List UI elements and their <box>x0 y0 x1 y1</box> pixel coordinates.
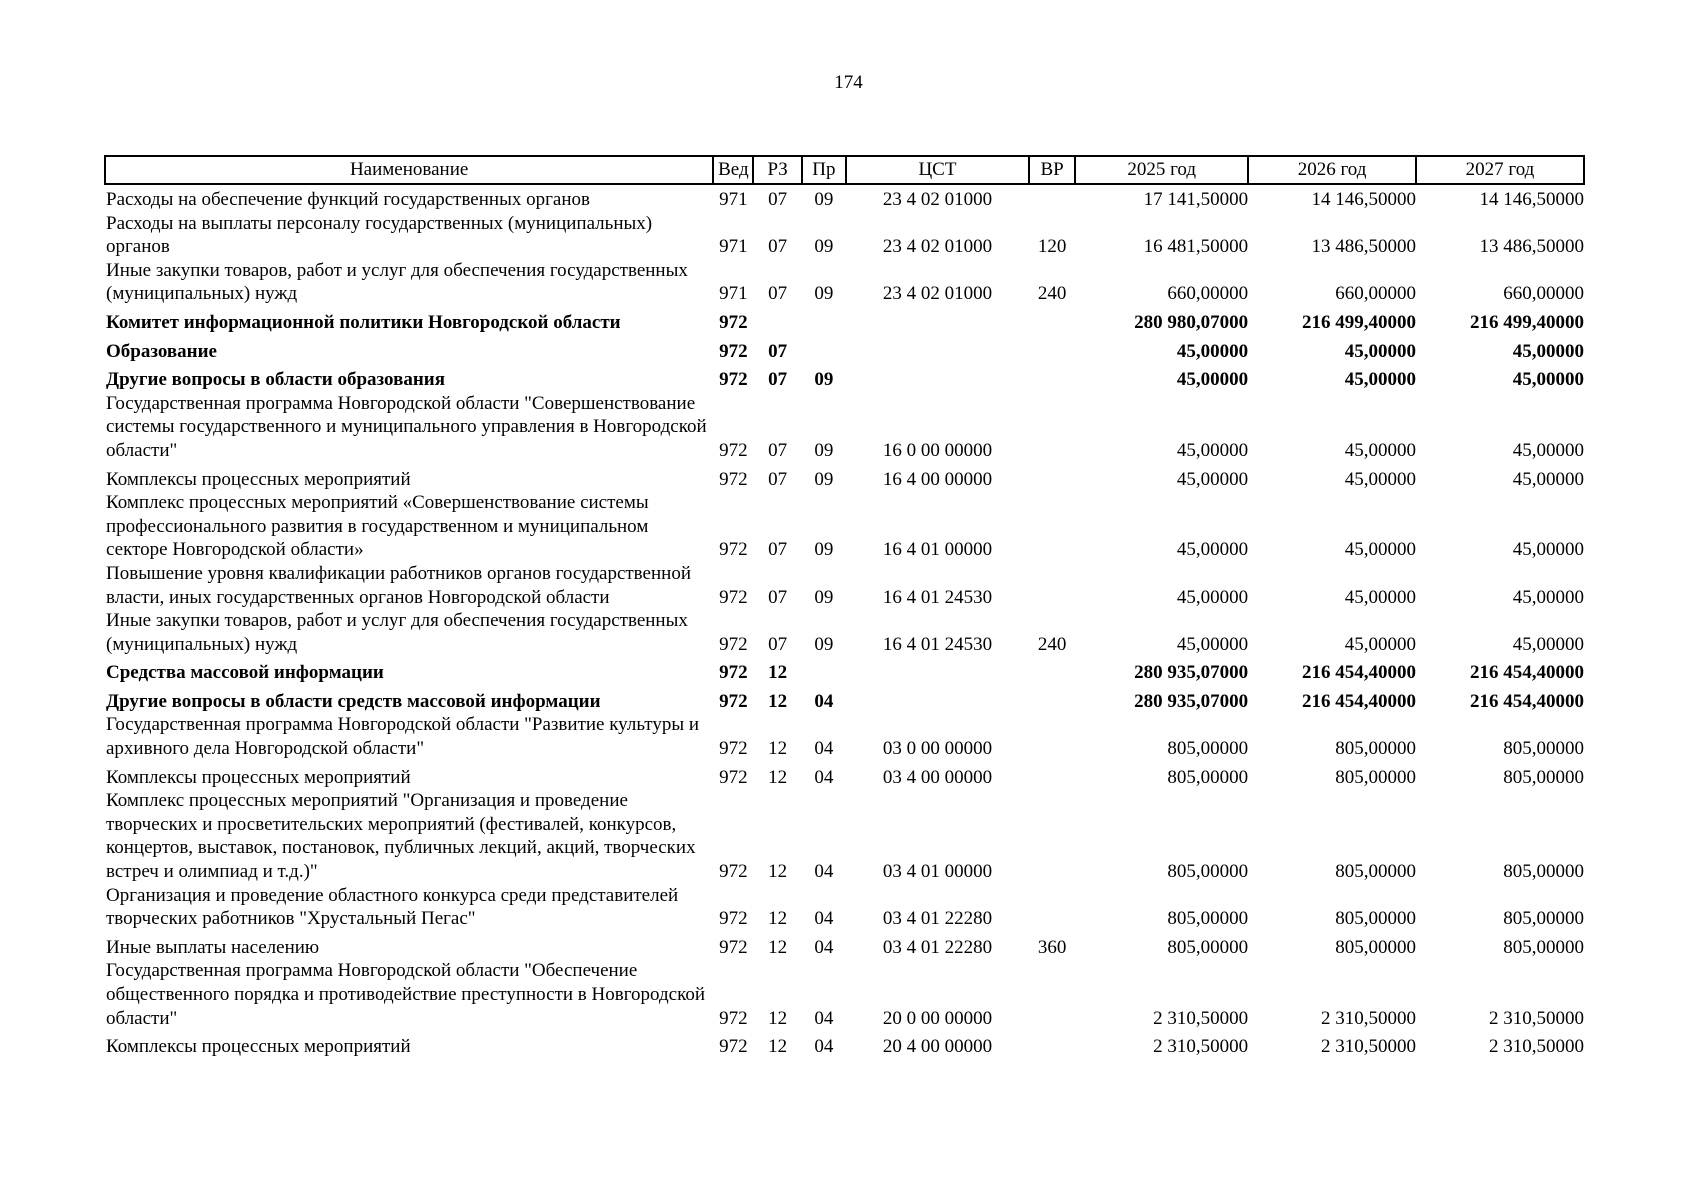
cell-pr: 09 <box>814 586 834 608</box>
cell-pr: 04 <box>814 766 834 788</box>
table-row <box>105 1030 1584 1059</box>
cell-name: Иные закупки товаров, работ и услуг для обеспечения государственных (муниципальных) нужд <box>106 610 688 655</box>
cell-name: Комплексы процессных мероприятий <box>106 766 411 788</box>
cell-cst: 20 4 00 00000 <box>882 1036 993 1058</box>
cell-vr <box>1029 184 1075 212</box>
cell-2025: 805,00000 <box>1167 936 1249 958</box>
cell-2027: 45,00000 <box>1512 633 1584 655</box>
cell-2025: 805,00000 <box>1167 738 1249 760</box>
table-row <box>105 562 1584 609</box>
cell-2025: 805,00000 <box>1167 908 1249 930</box>
cell-2027: 805,00000 <box>1503 861 1584 883</box>
table-row <box>105 184 1584 212</box>
cell-pr: 04 <box>814 1007 834 1029</box>
cell-pr: 09 <box>814 189 834 210</box>
cell-2026: 2 310,50000 <box>1321 1007 1417 1029</box>
cell-cst <box>846 335 1029 364</box>
cell-2027: 45,00000 <box>1512 468 1584 490</box>
cell-rz <box>753 306 801 335</box>
cell-rz: 12 <box>768 662 788 684</box>
page-number: 174 <box>834 72 863 93</box>
cell-ved: 972 <box>719 539 748 561</box>
cell-rz: 12 <box>768 738 788 760</box>
cell-pr: 04 <box>814 908 834 930</box>
cell-2026: 45,00000 <box>1344 340 1417 362</box>
cell-vr <box>1029 761 1075 790</box>
header-2025: 2025 год <box>1075 156 1248 184</box>
cell-cst: 16 4 00 00000 <box>882 468 993 490</box>
header-vr: ВР <box>1029 156 1075 184</box>
cell-2025: 45,00000 <box>1176 539 1249 561</box>
cell-rz: 12 <box>768 766 788 788</box>
cell-pr: 09 <box>814 369 834 391</box>
cell-ved: 972 <box>719 311 748 333</box>
cell-2025: 660,00000 <box>1167 283 1249 305</box>
cell-rz: 12 <box>768 936 788 958</box>
cell-cst: 16 4 01 24530 <box>882 586 993 608</box>
cell-name: Средства массовой информации <box>106 662 384 684</box>
cell-2025: 45,00000 <box>1176 586 1249 608</box>
cell-ved: 971 <box>719 283 748 305</box>
cell-pr: 09 <box>814 633 834 655</box>
cell-cst <box>846 685 1029 714</box>
cell-2027: 45,00000 <box>1512 439 1584 461</box>
cell-ved: 971 <box>719 189 748 210</box>
cell-ved: 972 <box>719 468 748 490</box>
cell-cst: 23 4 02 01000 <box>882 283 993 305</box>
cell-cst: 23 4 02 01000 <box>882 189 993 210</box>
cell-rz: 07 <box>768 468 788 490</box>
table-row <box>105 259 1584 306</box>
cell-rz: 07 <box>768 189 788 210</box>
cell-ved: 972 <box>719 439 748 461</box>
cell-2026: 45,00000 <box>1344 539 1417 561</box>
cell-name: Государственная программа Новгородской области "Обеспечение общественного порядка и противодействие преступности в Новгородской области" <box>106 960 706 1029</box>
cell-2027: 216 454,40000 <box>1470 690 1584 712</box>
cell-ved: 972 <box>719 861 748 883</box>
cell-name: Комплекс процессных мероприятий "Организация и проведение творческих и просветительских мероприятий (фестивалей, конкурсов, концертов, выставок, постановок, публичных лекций, акций, творческих встреч и олимпиад и т.д.)" <box>106 790 696 883</box>
cell-cst: 03 4 01 00000 <box>882 861 993 883</box>
cell-2025: 805,00000 <box>1167 766 1249 788</box>
cell-2026: 13 486,50000 <box>1311 236 1417 258</box>
table-row <box>105 463 1584 492</box>
cell-2026: 216 454,40000 <box>1302 690 1417 712</box>
cell-2027: 14 146,50000 <box>1479 189 1584 210</box>
cell-pr: 04 <box>814 861 834 883</box>
cell-2025: 17 141,50000 <box>1143 189 1249 210</box>
cell-2025: 2 310,50000 <box>1153 1036 1249 1058</box>
cell-rz: 12 <box>768 861 788 883</box>
cell-rz: 12 <box>768 1007 788 1029</box>
cell-vr <box>1029 884 1075 931</box>
cell-vr <box>1029 335 1075 364</box>
cell-cst <box>846 363 1029 392</box>
table-row <box>105 306 1584 335</box>
cell-2027: 45,00000 <box>1512 369 1584 391</box>
cell-vr <box>1029 959 1075 1030</box>
cell-2025: 280 935,07000 <box>1134 662 1249 684</box>
cell-vr <box>1029 491 1075 562</box>
table-row <box>105 392 1584 463</box>
cell-2027: 13 486,50000 <box>1479 236 1584 258</box>
cell-2026: 216 454,40000 <box>1302 662 1417 684</box>
cell-2026: 216 499,40000 <box>1302 311 1417 333</box>
table-row <box>105 609 1584 656</box>
cell-2025: 45,00000 <box>1176 340 1249 362</box>
header-ved: Вед <box>713 156 753 184</box>
cell-vr <box>1029 562 1075 609</box>
cell-2026: 2 310,50000 <box>1321 1036 1417 1058</box>
cell-ved: 971 <box>719 236 748 258</box>
cell-2026: 45,00000 <box>1344 633 1417 655</box>
cell-pr: 04 <box>814 1036 834 1058</box>
cell-cst <box>846 656 1029 685</box>
table-row <box>105 713 1584 760</box>
cell-pr: 09 <box>814 468 834 490</box>
budget-table <box>104 155 1585 1059</box>
cell-ved: 972 <box>719 369 748 391</box>
cell-name: Образование <box>106 340 217 362</box>
cell-ved: 972 <box>719 1036 748 1058</box>
table-header-row <box>105 156 1584 184</box>
cell-rz: 12 <box>768 1036 788 1058</box>
cell-2027: 660,00000 <box>1503 283 1584 305</box>
cell-ved: 972 <box>719 633 748 655</box>
cell-2026: 805,00000 <box>1335 908 1417 930</box>
cell-rz: 07 <box>768 586 788 608</box>
table-row <box>105 363 1584 392</box>
table-row <box>105 491 1584 562</box>
table-row <box>105 959 1584 1030</box>
header-2027: 2027 год <box>1416 156 1584 184</box>
cell-2025: 280 980,07000 <box>1134 311 1249 333</box>
cell-rz: 07 <box>768 439 788 461</box>
cell-2027: 805,00000 <box>1503 936 1584 958</box>
cell-2027: 805,00000 <box>1503 766 1584 788</box>
cell-2027: 45,00000 <box>1512 539 1584 561</box>
cell-cst: 03 4 00 00000 <box>882 766 993 788</box>
table-row <box>105 761 1584 790</box>
cell-2026: 805,00000 <box>1335 766 1417 788</box>
table-row <box>105 685 1584 714</box>
cell-vr: 360 <box>1037 936 1067 958</box>
cell-cst: 23 4 02 01000 <box>882 236 993 258</box>
cell-name: Расходы на выплаты персоналу государственных (муниципальных) органов <box>106 212 653 258</box>
cell-vr: 120 <box>1037 236 1067 258</box>
cell-name: Государственная программа Новгородской области "Совершенствование системы государственного и муниципального управления в Новгородской области" <box>106 392 707 461</box>
table-row <box>105 789 1584 883</box>
cell-ved: 972 <box>719 1007 748 1029</box>
header-name: Наименование <box>105 156 713 184</box>
cell-2026: 660,00000 <box>1335 283 1417 305</box>
cell-name: Расходы на обеспечение функций государственных органов <box>106 189 590 210</box>
cell-2026: 45,00000 <box>1344 468 1417 490</box>
cell-vr <box>1029 685 1075 714</box>
cell-vr <box>1029 1030 1075 1059</box>
cell-rz: 07 <box>768 283 788 305</box>
cell-2026: 45,00000 <box>1344 369 1417 391</box>
cell-name: Комплекс процессных мероприятий «Совершенствование системы профессионального развития в государственном и муниципальном секторе Новгородской области» <box>106 492 649 561</box>
cell-ved: 972 <box>719 936 748 958</box>
table-row <box>105 335 1584 364</box>
cell-name: Другие вопросы в области средств массовой информации <box>106 690 601 712</box>
cell-cst: 20 0 00 00000 <box>882 1007 993 1029</box>
cell-rz: 07 <box>768 539 788 561</box>
cell-2025: 280 935,07000 <box>1134 690 1249 712</box>
cell-pr: 04 <box>814 690 834 712</box>
cell-2027: 805,00000 <box>1503 738 1584 760</box>
cell-2026: 805,00000 <box>1335 861 1417 883</box>
cell-name: Государственная программа Новгородской области "Развитие культуры и архивного дела Новгородской области" <box>106 714 700 760</box>
cell-pr: 04 <box>814 936 834 958</box>
header-rz: РЗ <box>753 156 801 184</box>
cell-cst: 03 4 01 22280 <box>882 936 993 958</box>
cell-name: Комплексы процессных мероприятий <box>106 468 411 490</box>
cell-vr: 240 <box>1037 633 1067 655</box>
cell-2025: 45,00000 <box>1176 633 1249 655</box>
cell-2027: 45,00000 <box>1512 340 1584 362</box>
cell-ved: 972 <box>719 690 748 712</box>
cell-2027: 2 310,50000 <box>1489 1036 1584 1058</box>
cell-name: Комитет информационной политики Новгородской области <box>106 311 621 333</box>
cell-ved: 972 <box>719 340 748 362</box>
cell-vr <box>1029 789 1075 883</box>
cell-pr: 09 <box>814 539 834 561</box>
cell-cst: 03 0 00 00000 <box>882 738 993 760</box>
cell-cst: 03 4 01 22280 <box>882 908 993 930</box>
cell-vr <box>1029 392 1075 463</box>
cell-name: Иные закупки товаров, работ и услуг для обеспечения государственных (муниципальных) нужд <box>106 259 688 305</box>
cell-2026: 14 146,50000 <box>1311 189 1417 210</box>
cell-name: Иные выплаты населению <box>106 936 320 958</box>
cell-name: Другие вопросы в области образования <box>106 369 446 391</box>
cell-2026: 45,00000 <box>1344 439 1417 461</box>
cell-rz: 12 <box>768 690 788 712</box>
cell-rz: 07 <box>768 236 788 258</box>
cell-2026: 45,00000 <box>1344 586 1417 608</box>
cell-rz: 07 <box>768 633 788 655</box>
cell-rz: 07 <box>768 340 788 362</box>
cell-2026: 805,00000 <box>1335 936 1417 958</box>
header-cst: ЦСТ <box>846 156 1029 184</box>
cell-2027: 216 499,40000 <box>1470 311 1584 333</box>
cell-name: Повышение уровня квалификации работников органов государственной власти, иных государственных органов Новгородской области <box>106 562 691 608</box>
table-header <box>105 156 1584 184</box>
cell-ved: 972 <box>719 738 748 760</box>
cell-cst <box>846 306 1029 335</box>
cell-2027: 216 454,40000 <box>1470 662 1584 684</box>
cell-ved: 972 <box>719 586 748 608</box>
cell-cst: 16 4 01 00000 <box>882 539 993 561</box>
cell-2025: 45,00000 <box>1176 439 1249 461</box>
cell-vr: 240 <box>1037 283 1067 305</box>
cell-ved: 972 <box>719 908 748 930</box>
cell-vr <box>1029 713 1075 760</box>
cell-2025: 45,00000 <box>1176 468 1249 490</box>
cell-2025: 2 310,50000 <box>1153 1007 1249 1029</box>
cell-pr <box>802 656 846 685</box>
cell-2027: 45,00000 <box>1512 586 1584 608</box>
cell-cst: 16 0 00 00000 <box>882 439 993 461</box>
cell-pr: 09 <box>814 439 834 461</box>
cell-ved: 972 <box>719 662 748 684</box>
cell-2026: 805,00000 <box>1335 738 1417 760</box>
cell-2027: 2 310,50000 <box>1489 1007 1584 1029</box>
cell-name: Организация и проведение областного конкурса среди представителей творческих работников "Хрустальный Пегас" <box>106 884 679 930</box>
cell-pr <box>802 335 846 364</box>
header-pr: Пр <box>802 156 846 184</box>
cell-vr <box>1029 363 1075 392</box>
header-2026: 2026 год <box>1248 156 1416 184</box>
cell-rz: 12 <box>768 908 788 930</box>
cell-2025: 16 481,50000 <box>1143 236 1249 258</box>
cell-vr <box>1029 656 1075 685</box>
table-row <box>105 212 1584 259</box>
cell-cst: 16 4 01 24530 <box>882 633 993 655</box>
table-row <box>105 884 1584 931</box>
table-row <box>105 931 1584 960</box>
cell-rz: 07 <box>768 369 788 391</box>
cell-ved: 972 <box>719 766 748 788</box>
cell-2027: 805,00000 <box>1503 908 1584 930</box>
cell-name: Комплексы процессных мероприятий <box>106 1036 411 1058</box>
cell-pr: 09 <box>814 283 834 305</box>
cell-2025: 805,00000 <box>1167 861 1249 883</box>
cell-vr <box>1029 463 1075 492</box>
cell-pr: 04 <box>814 738 834 760</box>
cell-pr: 09 <box>814 236 834 258</box>
cell-2025: 45,00000 <box>1176 369 1249 391</box>
table-row <box>105 656 1584 685</box>
table-body <box>105 184 1584 1059</box>
cell-pr <box>802 306 846 335</box>
cell-vr <box>1029 306 1075 335</box>
